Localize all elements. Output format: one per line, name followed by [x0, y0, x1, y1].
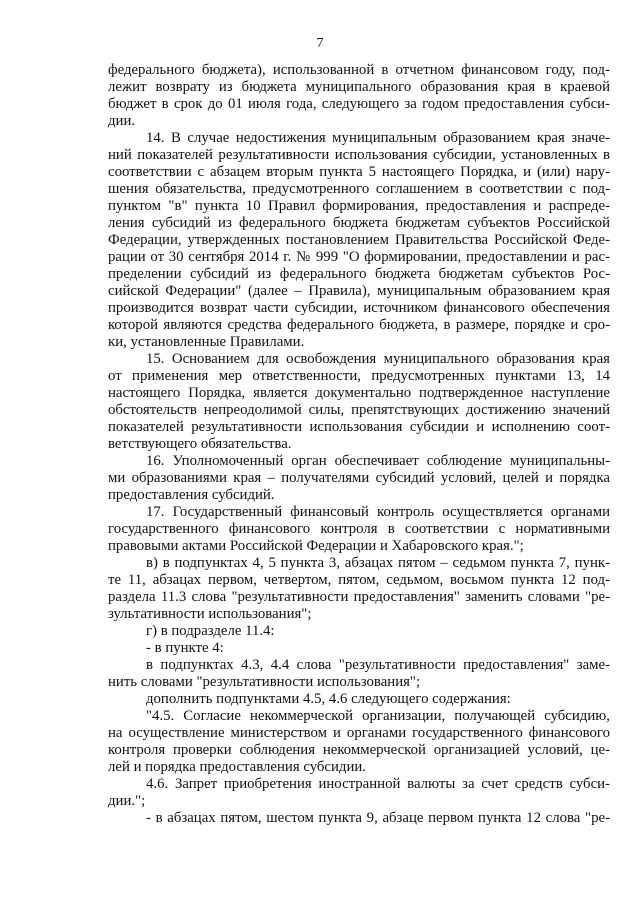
- text-line: ний показателей результативности использования субсидии, установленных в: [108, 147, 610, 163]
- text-line: - в абзацах пятом, шестом пункта 9, абзаце первом пункта 12 слова "ре-: [146, 810, 610, 826]
- text-line: 17. Государственный финансовый контроль осуществляется органами: [146, 504, 610, 520]
- text-line: 16. Уполномоченный орган обеспечивает соблюдение муниципальны-: [146, 453, 610, 469]
- text-line: 15. Основанием для освобождения муниципального образования края: [146, 351, 610, 367]
- text-line: Федерации, утвержденных постановлением Правительства Российской Феде-: [108, 232, 610, 248]
- text-line: обстоятельств непреодолимой силы, препятствующих достижению значений: [108, 402, 610, 418]
- text-line: которой являются средства федерального бюджета, в размере, порядке и сро-: [108, 317, 610, 333]
- text-line: лей и порядка предоставления субсидии.: [108, 759, 366, 775]
- text-line: нить словами "результативности использования";: [108, 674, 421, 690]
- text-line: пунктом "в" пункта 10 Правил формирования, предоставления и распреде-: [108, 198, 610, 214]
- text-line: - в пункте 4:: [146, 640, 224, 656]
- text-line: ления субсидий из федерального бюджета бюджетам субъектов Российской: [108, 215, 610, 231]
- page-number: 7: [316, 36, 324, 51]
- text-line: контроля проверки соблюдения некоммерческой организацией условий, це-: [108, 742, 610, 758]
- text-line: соответствии с абзацем вторым пункта 5 настоящего Порядка, и (или) нару-: [108, 164, 610, 180]
- text-line: показателей результативности использования субсидии и исполнению соот-: [108, 419, 610, 435]
- text-line: дии.: [108, 113, 136, 129]
- text-line: зультативности использования";: [108, 606, 312, 622]
- text-line: федерального бюджета), использованной в отчетном финансовом году, под-: [108, 62, 610, 78]
- text-line: от применения мер ответственности, предусмотренных пунктами 13, 14: [108, 368, 610, 384]
- text-line: настоящего Порядка, является документально подтвержденное наступление: [108, 385, 610, 401]
- text-line: производится возврат части субсидии, источником финансового обеспечения: [108, 300, 610, 316]
- text-line: бюджет в срок до 01 июля года, следующего за годом предоставления субси-: [108, 96, 610, 112]
- text-line: ми образованиями края – получателями субсидий условий, целей и порядка: [108, 470, 610, 486]
- text-line: те 11, абзацах первом, четвертом, пятом, седьмом, восьмом пункта 12 под-: [108, 572, 610, 588]
- text-line: рации от 30 сентября 2014 г. № 999 "О формировании, предоставлении и рас-: [108, 249, 610, 265]
- text-line: на осуществление министерством и органами государственного финансового: [108, 725, 610, 741]
- document-body: [108, 62, 610, 827]
- text-line: г) в подразделе 11.4:: [146, 623, 275, 639]
- text-line: предоставления субсидий.: [108, 487, 275, 503]
- text-line: лежит возврату из бюджета муниципального образования края в краевой: [108, 79, 610, 95]
- text-line: пределении субсидий из федерального бюджета бюджетам субъектов Рос-: [108, 266, 610, 282]
- text-line: сийской Федерации" (далее – Правила), муниципальным образованием края: [108, 283, 610, 299]
- text-line: ки, установленные Правилами.: [108, 334, 305, 350]
- text-line: 14. В случае недостижения муниципальным образованием края значе-: [146, 130, 610, 146]
- text-line: ветствующего обязательства.: [108, 436, 292, 452]
- text-line: в подпунктах 4.3, 4.4 слова "результативности предоставления" заме-: [146, 657, 610, 673]
- text-line: государственного финансового контроля в соответствии с нормативными: [108, 521, 610, 537]
- text-line: в) в подпунктах 4, 5 пункта 3, абзацах пятом – седьмом пункта 7, пунк-: [146, 555, 610, 571]
- text-line: 4.6. Запрет приобретения иностранной валюты за счет средств субси-: [146, 776, 610, 792]
- text-line: дии.";: [108, 793, 146, 809]
- text-line: дополнить подпунктами 4.5, 4.6 следующего содержания:: [146, 691, 511, 707]
- text-line: раздела 11.3 слова "результативности предоставления" заменить словами "ре-: [108, 589, 610, 605]
- text-line: правовыми актами Российской Федерации и Хабаровского края.";: [108, 538, 524, 554]
- text-line: "4.5. Согласие некоммерческой организации, получающей субсидию,: [146, 708, 610, 724]
- text-line: шения обязательства, предусмотренного соглашением в соответствии с под-: [108, 181, 610, 197]
